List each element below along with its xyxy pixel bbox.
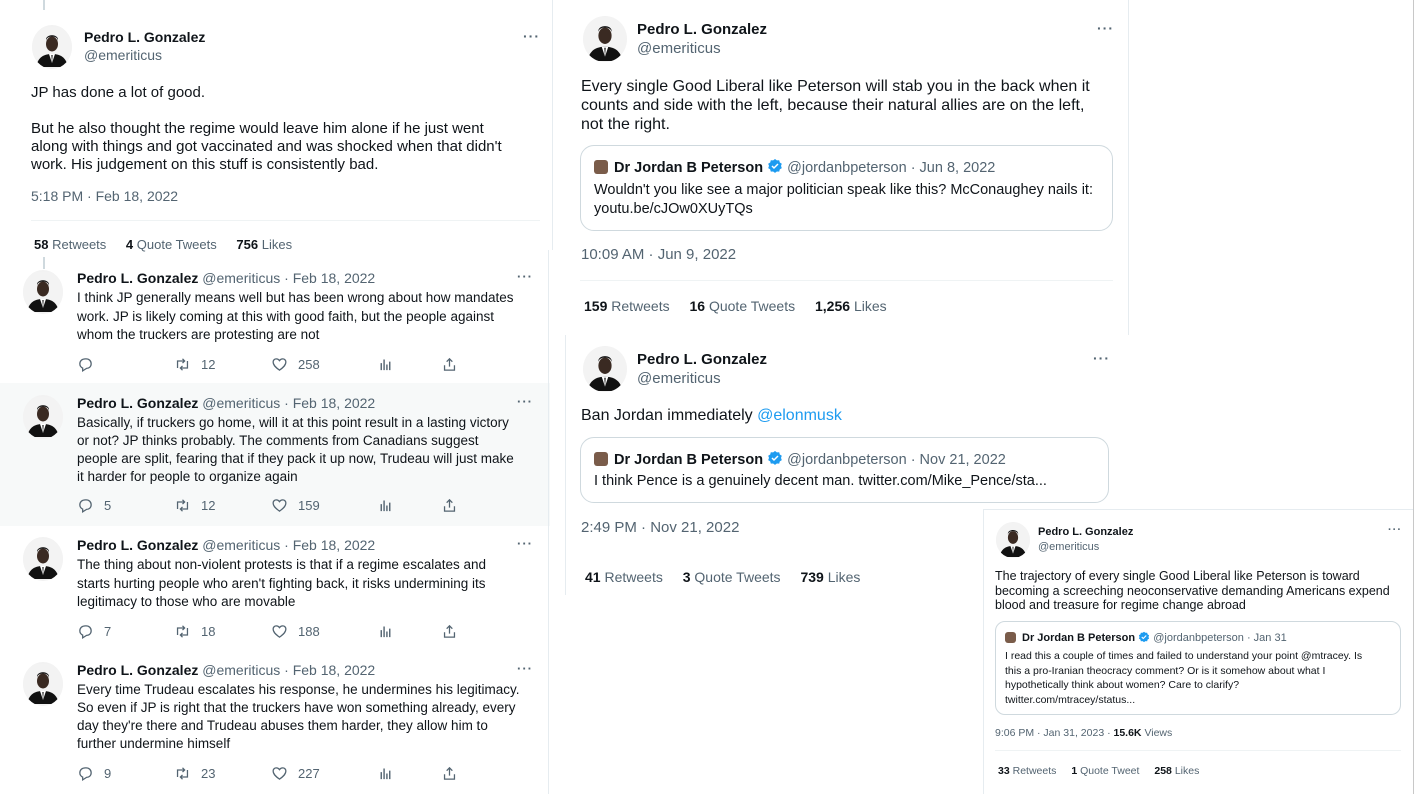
author-handle[interactable]: @emeriticus bbox=[202, 537, 281, 553]
author-name[interactable]: Pedro L. Gonzalez bbox=[1038, 526, 1134, 538]
more-options-icon[interactable]: ··· bbox=[523, 28, 540, 44]
author-name[interactable]: Pedro L. Gonzalez bbox=[637, 351, 768, 368]
tweet-text: Ban Jordan immediately bbox=[581, 407, 758, 424]
analytics-icon bbox=[377, 497, 394, 514]
share-icon bbox=[441, 623, 458, 640]
retweet-button[interactable]: 12 bbox=[174, 356, 271, 373]
tweet-timestamp[interactable]: 10:09 AM · Jun 9, 2022 bbox=[581, 246, 737, 263]
retweet-icon bbox=[174, 623, 191, 640]
share-icon bbox=[441, 356, 458, 373]
quoted-author-name: Dr Jordan B Peterson bbox=[614, 452, 764, 468]
tweet-actions bbox=[77, 356, 468, 373]
tweet-text-line: Every time Trudeau escalates his response, he undermines his legitimacy. bbox=[77, 682, 520, 697]
retweet-icon bbox=[174, 497, 191, 514]
share-button[interactable] bbox=[441, 356, 468, 373]
quote-tweets-stat[interactable]: 1 Quote Tweet bbox=[1071, 765, 1140, 777]
analytics-button[interactable] bbox=[377, 765, 441, 782]
verified-badge-icon bbox=[767, 450, 783, 466]
quoted-text-line: hypothetically think about women? Care to clarify? bbox=[1005, 679, 1240, 691]
share-button[interactable] bbox=[441, 623, 468, 640]
avatar[interactable] bbox=[23, 537, 63, 581]
tweet-text-line: becoming a screeching neoconservative demanding Americans expend bbox=[995, 583, 1390, 598]
analytics-button[interactable] bbox=[377, 623, 441, 640]
engagement-stats bbox=[585, 569, 876, 585]
analytics-button[interactable] bbox=[377, 356, 441, 373]
quoted-text-line: I read this a couple of times and failed to understand your point @mtracey. Is bbox=[1005, 650, 1363, 662]
tweet-text-line: The thing about non-violent protests is that if a regime escalates and bbox=[77, 557, 486, 572]
tweet-text-line: Basically, if truckers go home, will it at this point result in a lasting victory bbox=[77, 415, 509, 430]
reply-tweet[interactable] bbox=[0, 383, 550, 526]
reply-button[interactable]: 9 bbox=[77, 765, 174, 782]
quoted-date: · Jan 31 bbox=[1246, 632, 1287, 644]
thread-connector bbox=[43, 257, 45, 269]
more-options-icon[interactable]: ··· bbox=[517, 661, 533, 676]
author-handle[interactable]: @emeriticus bbox=[84, 47, 163, 63]
quoted-tweet[interactable] bbox=[995, 621, 1401, 715]
reply-tweet[interactable] bbox=[0, 257, 550, 383]
author-name[interactable]: Pedro L. Gonzalez bbox=[77, 537, 199, 553]
tweet-text-line: further undermine himself bbox=[77, 736, 231, 751]
reply-icon bbox=[77, 356, 94, 373]
tweet-text-paragraph: JP has done a lot of good. bbox=[31, 84, 206, 101]
tweet-text-line: along with things and got vaccinated and was shocked when that didn't bbox=[31, 138, 502, 155]
avatar[interactable] bbox=[583, 16, 627, 62]
quoted-author-name: Dr Jordan B Peterson bbox=[1022, 632, 1136, 644]
share-icon bbox=[441, 497, 458, 514]
thread-connector bbox=[43, 0, 45, 10]
tweet-timestamp-views[interactable]: 9:06 PM · Jan 31, 2023 · 15.6K Views bbox=[995, 727, 1173, 739]
tweet-date[interactable]: · Feb 18, 2022 bbox=[284, 395, 376, 411]
more-options-icon[interactable]: ··· bbox=[517, 269, 533, 284]
avatar[interactable] bbox=[23, 662, 63, 706]
quoted-avatar bbox=[594, 160, 608, 174]
quoted-link[interactable]: youtu.be/cJOw0XUyTQs bbox=[594, 201, 753, 217]
engagement-stats bbox=[34, 237, 308, 252]
panel-divider bbox=[548, 250, 549, 794]
tweet-text-line: it harder for people to organize again bbox=[77, 469, 298, 484]
avatar[interactable] bbox=[996, 522, 1030, 558]
quote-tweets-stat[interactable]: 3 Quote Tweets bbox=[682, 569, 781, 585]
likes-stat[interactable]: 756 Likes bbox=[236, 237, 293, 252]
tweet-text-line: work. His judgement on this stuff is consistently bad. bbox=[31, 156, 379, 173]
retweets-stat[interactable]: 159 Retweets bbox=[584, 298, 670, 314]
tweet-peterson-stab[interactable] bbox=[565, 0, 1127, 334]
analytics-icon bbox=[377, 356, 394, 373]
engagement-stats bbox=[584, 298, 903, 314]
likes-stat[interactable]: 739 Likes bbox=[800, 569, 861, 585]
quoted-date: · Nov 21, 2022 bbox=[910, 452, 1006, 468]
tweet-text-line: So even if JP is right that the truckers have won something already, every bbox=[77, 700, 516, 715]
verified-badge-icon bbox=[767, 158, 783, 174]
heart-icon bbox=[271, 356, 288, 373]
quoted-avatar bbox=[1005, 632, 1016, 643]
author-handle[interactable]: @emeriticus bbox=[637, 370, 721, 387]
retweets-stat[interactable]: 41 Retweets bbox=[585, 569, 663, 585]
retweet-icon bbox=[174, 356, 191, 373]
quoted-link[interactable]: twitter.com/mtracey/status... bbox=[1005, 693, 1136, 706]
mention-link[interactable]: @elonmusk bbox=[757, 407, 842, 424]
panel-divider bbox=[1128, 0, 1129, 335]
likes-stat[interactable]: 258 Likes bbox=[1154, 765, 1200, 777]
author-handle[interactable]: @emeriticus bbox=[202, 662, 281, 678]
more-options-icon[interactable]: ··· bbox=[1388, 524, 1402, 536]
quoted-author-handle: @jordanbpeterson bbox=[787, 160, 907, 176]
tweet-text-line: day they're there and Trudeau abuses them harder, they allow him to bbox=[77, 718, 488, 733]
tweet-text-line: people are split, fearing that if they pack it up now, Trudeau will just make bbox=[77, 451, 514, 466]
analytics-icon bbox=[377, 623, 394, 640]
quote-tweets-stat[interactable]: 16 Quote Tweets bbox=[689, 298, 796, 314]
like-button[interactable]: 258 bbox=[271, 356, 377, 373]
quoted-tweet[interactable] bbox=[580, 437, 1109, 503]
author-name[interactable]: Pedro L. Gonzalez bbox=[84, 29, 206, 45]
tweet-text-line: not the right. bbox=[581, 116, 670, 133]
quoted-author-handle: @jordanbpeterson bbox=[1153, 632, 1244, 644]
author-name[interactable]: Pedro L. Gonzalez bbox=[637, 21, 768, 38]
author-name[interactable]: Pedro L. Gonzalez bbox=[77, 395, 199, 411]
divider bbox=[31, 220, 540, 221]
engagement-stats bbox=[998, 765, 1199, 777]
left-thread-panel bbox=[0, 0, 550, 794]
analytics-button[interactable] bbox=[377, 497, 441, 514]
share-icon bbox=[441, 765, 458, 782]
heart-icon bbox=[271, 623, 288, 640]
more-options-icon[interactable]: ··· bbox=[1093, 350, 1110, 366]
quoted-author-name: Dr Jordan B Peterson bbox=[614, 160, 764, 176]
tweet-text-line: work. JP is likely coming at this with good faith, but the people against bbox=[77, 308, 494, 324]
tweet-actions bbox=[77, 765, 468, 782]
quoted-date: · Jun 8, 2022 bbox=[910, 160, 996, 176]
tweet-date[interactable]: · Feb 18, 2022 bbox=[284, 537, 376, 553]
tweet-text-line: whom the truckers are protesting are not bbox=[77, 327, 320, 342]
tweet-text-line: But he also thought the regime would leave him alone if he just went bbox=[31, 120, 484, 137]
share-button[interactable] bbox=[441, 497, 468, 514]
tweet-trajectory[interactable] bbox=[983, 509, 1413, 794]
reply-button[interactable]: 7 bbox=[77, 623, 174, 640]
retweets-stat[interactable]: 33 Retweets bbox=[998, 765, 1057, 777]
tweet-text-line: Every single Good Liberal like Peterson will stab you in the back when it bbox=[581, 78, 1090, 95]
like-button[interactable]: 159 bbox=[271, 497, 377, 514]
tweet-text-line: blood and treasure for regime change abroad bbox=[995, 598, 1246, 612]
verified-badge-icon bbox=[1138, 631, 1150, 643]
tweet-text-line: counts and side with the left, because their natural allies are on the left, bbox=[581, 97, 1085, 114]
author-handle[interactable]: @emeriticus bbox=[637, 40, 721, 57]
avatar[interactable] bbox=[583, 346, 627, 392]
reply-tweet[interactable] bbox=[0, 652, 550, 794]
tweet-text-line: I think JP generally means well but has been wrong about how mandates bbox=[77, 290, 514, 305]
analytics-icon bbox=[377, 765, 394, 782]
reply-button[interactable] bbox=[77, 356, 174, 373]
quoted-avatar bbox=[594, 452, 608, 466]
like-button[interactable]: 188 bbox=[271, 623, 377, 640]
more-options-icon[interactable]: ··· bbox=[517, 536, 533, 551]
panel-divider bbox=[1413, 0, 1414, 794]
divider bbox=[995, 750, 1401, 751]
tweet-text-line: or not? JP thinks probably. The comments from Canadians suggest bbox=[77, 433, 479, 448]
tweet-actions bbox=[77, 623, 468, 640]
heart-icon bbox=[271, 497, 288, 514]
avatar[interactable] bbox=[23, 395, 63, 439]
quoted-text-line: Wouldn't you like see a major politician speak like this? McConaughey nails it: bbox=[594, 182, 1093, 198]
tweet-date[interactable]: · Feb 18, 2022 bbox=[284, 662, 376, 678]
reply-button[interactable]: 5 bbox=[77, 497, 174, 514]
author-handle[interactable]: @emeriticus bbox=[202, 270, 281, 286]
retweets-stat[interactable]: 58 Retweets bbox=[34, 237, 107, 252]
reply-tweet[interactable] bbox=[0, 526, 550, 652]
author-handle[interactable]: @emeriticus bbox=[202, 395, 281, 411]
panel-divider bbox=[552, 0, 553, 250]
avatar[interactable] bbox=[32, 25, 72, 69]
heart-icon bbox=[271, 765, 288, 782]
share-button[interactable] bbox=[441, 765, 468, 782]
quoted-tweet[interactable] bbox=[580, 145, 1113, 231]
tweet-timestamp[interactable]: 5:18 PM · Feb 18, 2022 bbox=[31, 188, 179, 204]
divider bbox=[580, 280, 1113, 281]
author-name[interactable]: Pedro L. Gonzalez bbox=[77, 270, 199, 286]
retweet-button[interactable]: 12 bbox=[174, 497, 271, 514]
retweet-button[interactable]: 18 bbox=[174, 623, 271, 640]
quoted-text: I think Pence is a genuinely decent man. twitter.com/Mike_Pence/sta... bbox=[594, 473, 1047, 489]
reply-icon bbox=[77, 497, 94, 514]
more-options-icon[interactable]: ··· bbox=[517, 394, 533, 409]
tweet-text-line: legitimacy to those who are movable bbox=[77, 594, 296, 609]
tweet-text-line: starts hurting people who aren't fighting back, it risks undermining its bbox=[77, 575, 486, 591]
author-name[interactable]: Pedro L. Gonzalez bbox=[77, 662, 199, 678]
quoted-text-line: this a pro-Iranian theocracy comment? Or is it somehow about what I bbox=[1005, 664, 1326, 677]
reply-icon bbox=[77, 765, 94, 782]
reply-icon bbox=[77, 623, 94, 640]
like-button[interactable]: 227 bbox=[271, 765, 377, 782]
tweet-text-line: The trajectory of every single Good Liberal like Peterson is toward bbox=[995, 569, 1360, 583]
avatar[interactable] bbox=[23, 270, 63, 314]
quote-tweets-stat[interactable]: 4 Quote Tweets bbox=[125, 237, 217, 252]
tweet-date[interactable]: · Feb 18, 2022 bbox=[284, 270, 376, 286]
retweet-icon bbox=[174, 765, 191, 782]
author-handle[interactable]: @emeriticus bbox=[1038, 541, 1100, 553]
retweet-button[interactable]: 23 bbox=[174, 765, 271, 782]
likes-stat[interactable]: 1,256 Likes bbox=[815, 298, 887, 314]
tweet-actions bbox=[77, 497, 468, 514]
quoted-author-handle: @jordanbpeterson bbox=[787, 452, 907, 468]
more-options-icon[interactable]: ··· bbox=[1097, 20, 1114, 36]
tweet-timestamp[interactable]: 2:49 PM · Nov 21, 2022 bbox=[581, 519, 740, 536]
